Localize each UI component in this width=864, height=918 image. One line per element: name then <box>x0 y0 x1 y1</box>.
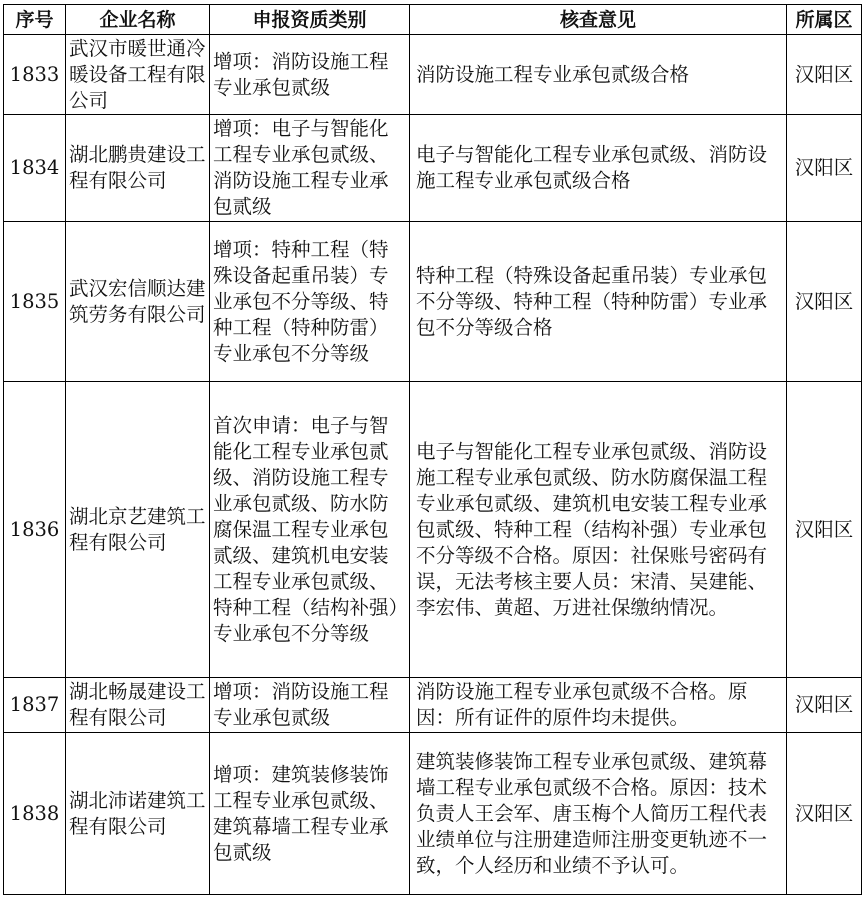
table-row <box>4 222 862 382</box>
qualification-category-cell: 增项：特种工程（特殊设备起重吊装）专业承包不分等级、特种工程（特种防雷）专业承包不分等级 <box>210 222 410 382</box>
serial-number-cell: 1835 <box>4 222 66 382</box>
company-name-cell: 湖北鹏贵建设工程有限公司 <box>66 115 210 222</box>
district-cell: 汉阳区 <box>787 222 862 382</box>
header-row <box>4 5 862 35</box>
review-opinion-cell: 特种工程（特殊设备起重吊装）专业承包不分等级、特种工程（特种防雷）专业承包不分等级合格 <box>410 222 787 382</box>
company-name-cell: 湖北畅晟建设工程有限公司 <box>66 678 210 733</box>
header-review-opinion: 核查意见 <box>410 5 787 35</box>
company-name-cell: 湖北沛诺建筑工程有限公司 <box>66 733 210 895</box>
serial-number-cell: 1837 <box>4 678 66 733</box>
serial-number-cell: 1836 <box>4 382 66 678</box>
district-cell: 汉阳区 <box>787 382 862 678</box>
qualification-category-cell: 增项：消防设施工程专业承包贰级 <box>210 35 410 115</box>
qualification-category-cell: 首次申请：电子与智能化工程专业承包贰级、消防设施工程专业承包贰级、防水防腐保温工程专业承包贰级、建筑机电安装工程专业承包贰级、特种工程（结构补强）专业承包不分等级 <box>210 382 410 678</box>
serial-number-cell: 1834 <box>4 115 66 222</box>
qualification-category-cell: 增项：建筑装修装饰工程专业承包贰级、建筑幕墙工程专业承包贰级 <box>210 733 410 895</box>
table-row <box>4 678 862 733</box>
company-name-cell: 武汉宏信顺达建筑劳务有限公司 <box>66 222 210 382</box>
district-cell: 汉阳区 <box>787 678 862 733</box>
table-row <box>4 382 862 678</box>
district-cell: 汉阳区 <box>787 733 862 895</box>
review-opinion-cell: 电子与智能化工程专业承包贰级、消防设施工程专业承包贰级合格 <box>410 115 787 222</box>
header-serial-number: 序号 <box>4 5 66 35</box>
serial-number-cell: 1838 <box>4 733 66 895</box>
qualification-category-cell: 增项：消防设施工程专业承包贰级 <box>210 678 410 733</box>
review-opinion-cell: 消防设施工程专业承包贰级合格 <box>410 35 787 115</box>
table-row <box>4 733 862 895</box>
table-row <box>4 35 862 115</box>
review-opinion-cell: 电子与智能化工程专业承包贰级、消防设施工程专业承包贰级、防水防腐保温工程专业承包贰级、建筑机电安装工程专业承包贰级、特种工程（结构补强）专业承包不分等级不合格。原因：社保账号密码有误，无法考核主要人员：宋清、吴建能、李宏伟、黄超、万进社保缴纳情况。 <box>410 382 787 678</box>
company-name-cell: 湖北京艺建筑工程有限公司 <box>66 382 210 678</box>
review-opinion-cell: 建筑装修装饰工程专业承包贰级、建筑幕墙工程专业承包贰级不合格。原因：技术负责人王会军、唐玉梅个人简历工程代表业绩单位与注册建造师注册变更轨迹不一致，个人经历和业绩不予认可。 <box>410 733 787 895</box>
serial-number-cell: 1833 <box>4 35 66 115</box>
qualification-review-table <box>3 4 862 895</box>
review-opinion-cell: 消防设施工程专业承包贰级不合格。原因：所有证件的原件均未提供。 <box>410 678 787 733</box>
qualification-category-cell: 增项：电子与智能化工程专业承包贰级、消防设施工程专业承包贰级 <box>210 115 410 222</box>
header-district: 所属区 <box>787 5 862 35</box>
table-row <box>4 115 862 222</box>
district-cell: 汉阳区 <box>787 35 862 115</box>
district-cell: 汉阳区 <box>787 115 862 222</box>
header-qualification-category: 申报资质类别 <box>210 5 410 35</box>
header-company-name: 企业名称 <box>66 5 210 35</box>
company-name-cell: 武汉市暖世通冷暖设备工程有限公司 <box>66 35 210 115</box>
